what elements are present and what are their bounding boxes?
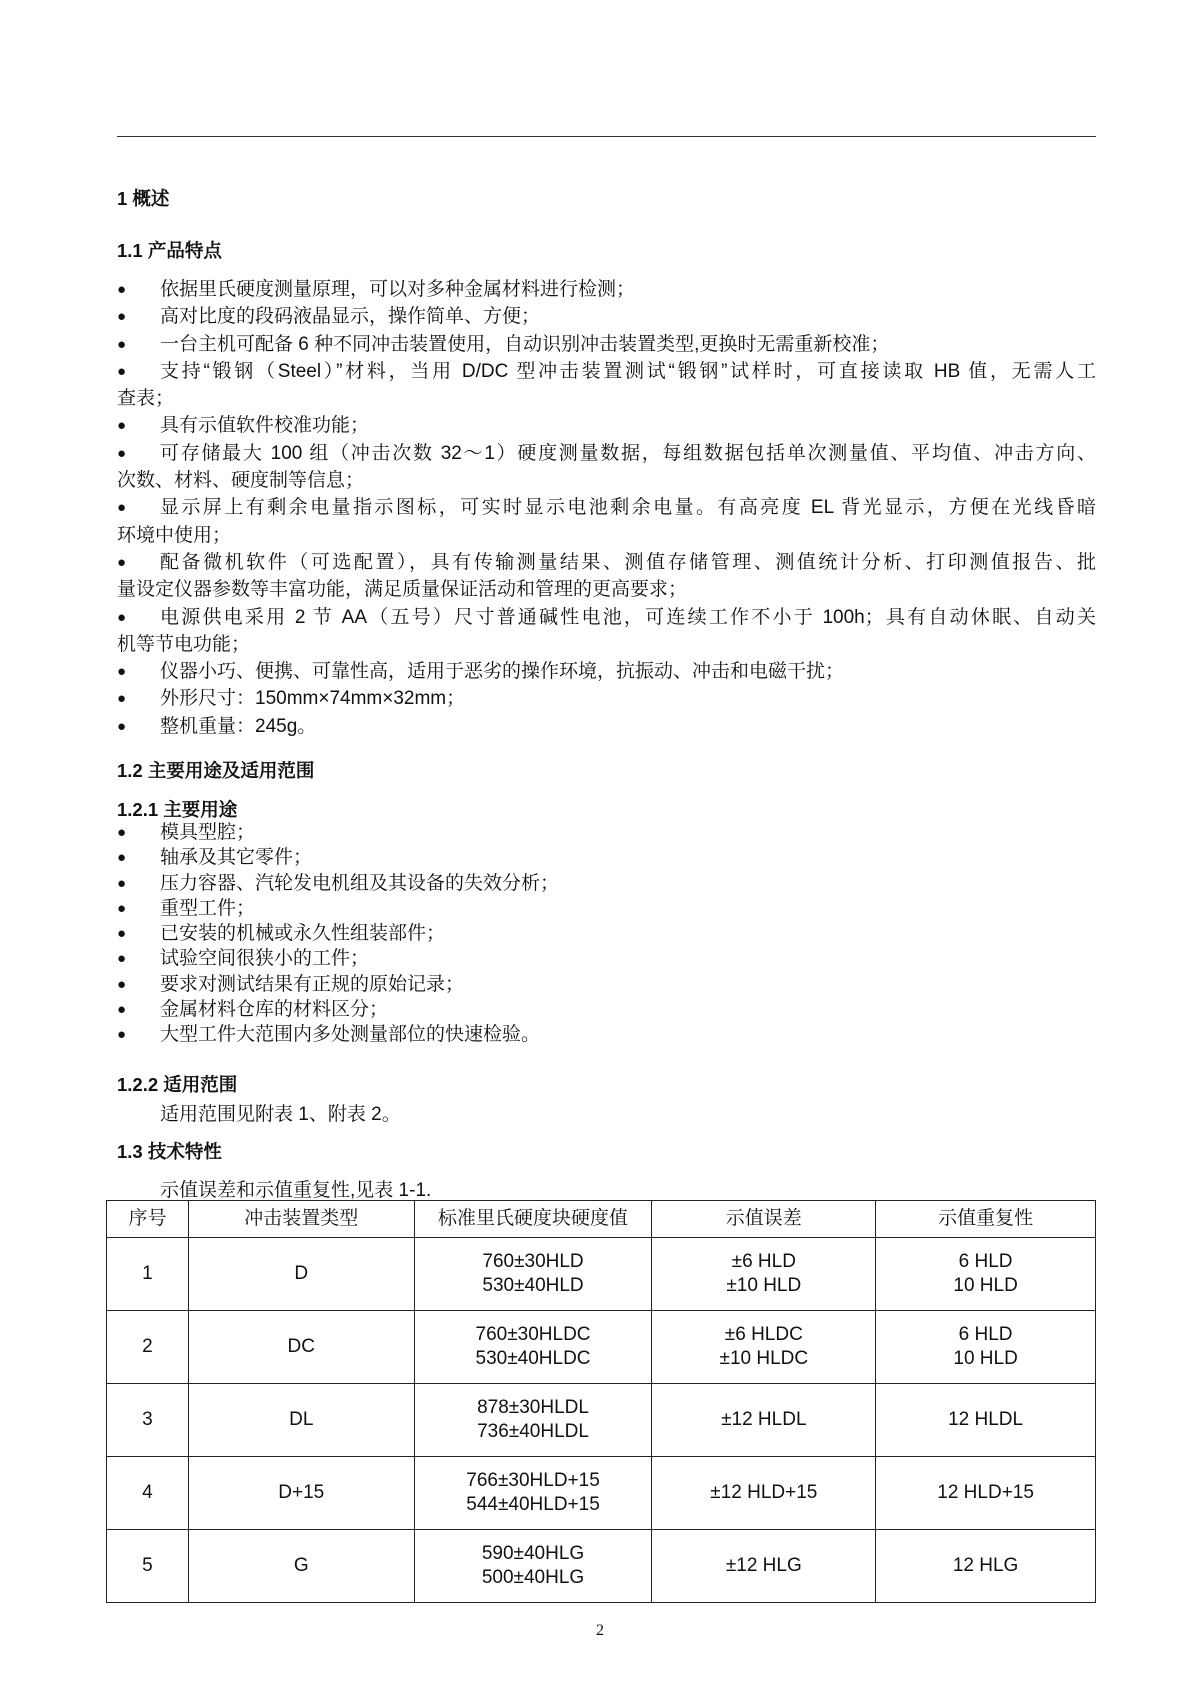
item-text: 轴承及其它零件； — [160, 847, 313, 869]
cell-line: ±12 HLDL — [721, 1409, 807, 1430]
bullet-icon: ● — [117, 1001, 127, 1019]
list-item — [117, 946, 1096, 971]
table-cell: DL — [188, 1384, 414, 1457]
cell-line: 12 HLD+15 — [937, 1482, 1034, 1503]
spec-table — [106, 1200, 1096, 1603]
heading-overview: 1 概述 — [117, 188, 170, 209]
bullet-icon: ● — [117, 1026, 127, 1044]
table-cell: 2 — [107, 1311, 189, 1384]
cell-line: ±6 HLDC — [724, 1324, 803, 1345]
cell-line: 500±40HLG — [481, 1567, 585, 1588]
item-text: 显示屏上有剩余电量指示图标，可实时显示电池剩余电量。有高亮度 EL 背光显示，方便在光线昏暗 — [160, 497, 1096, 519]
bullet-icon: ● — [117, 308, 127, 326]
list-item — [117, 358, 1096, 413]
cell-line: 760±30HLDC — [475, 1324, 591, 1345]
column-header: 示值误差 — [652, 1201, 876, 1238]
cell-line: 10 HLD — [953, 1348, 1018, 1369]
cell-line: 6 HLD — [958, 1251, 1013, 1272]
item-text: 重型工件； — [160, 897, 256, 919]
table-row — [107, 1530, 1096, 1603]
table-cell — [652, 1311, 876, 1384]
cell-line: 12 HLDL — [948, 1409, 1024, 1430]
item-text: 外形尺寸：150mm×74mm×32mm； — [160, 688, 466, 710]
table-row — [107, 1384, 1096, 1457]
cell-line: 6 HLD — [958, 1324, 1013, 1345]
list-item — [117, 658, 1096, 685]
table-header-row — [107, 1201, 1096, 1238]
bullet-icon: ● — [117, 663, 127, 681]
item-text: 机等节电功能； — [117, 633, 251, 655]
table-cell — [876, 1238, 1096, 1311]
table-cell — [652, 1384, 876, 1457]
item-text: 电源供电采用 2 节 AA（五号）尺寸普通碱性电池，可连续工作不小于 100h；具有自动休眠、自动关 — [160, 606, 1096, 628]
list-item — [117, 685, 1096, 712]
list-item — [117, 412, 1096, 439]
table-cell: D — [188, 1238, 414, 1311]
table-row — [107, 1311, 1096, 1384]
scope-text: 适用范围见附表 1、附表 2。 — [160, 1104, 401, 1125]
item-text: 已安装的机械或永久性组装部件； — [160, 923, 446, 945]
item-text: 金属材料仓库的材料区分； — [160, 999, 389, 1021]
table-cell: G — [188, 1530, 414, 1603]
column-header: 冲击装置类型 — [188, 1201, 414, 1238]
table-row — [107, 1457, 1096, 1530]
item-text: 模具型腔； — [160, 822, 256, 843]
cell-line: ±12 HLG — [725, 1555, 802, 1576]
cell-line: ±12 HLD+15 — [710, 1482, 818, 1503]
bullet-icon: ● — [117, 717, 127, 735]
item-text: 高对比度的段码液晶显示，操作简单、方便； — [160, 306, 541, 328]
table-cell: 1 — [107, 1238, 189, 1311]
heading-tech: 1.3 技术特性 — [117, 1141, 222, 1162]
bullet-icon: ● — [117, 608, 127, 626]
bullet-icon: ● — [117, 444, 127, 462]
cell-line: 544±40HLD+15 — [466, 1494, 600, 1515]
cell-line: 530±40HLD — [482, 1275, 584, 1296]
table-cell — [414, 1530, 652, 1603]
cell-line: 10 HLD — [953, 1275, 1018, 1296]
item-text: 依据里氏硬度测量原理，可以对多种金属材料进行检测； — [160, 279, 636, 300]
list-item — [117, 1022, 1096, 1047]
bullet-icon: ● — [117, 553, 127, 571]
item-text: 支持“锻钢（Steel）”材料，当用 D/DC 型冲击装置测试“锻钢”试样时，可直接读取 HB 值，无需人工 — [160, 360, 1096, 382]
table-cell: DC — [188, 1311, 414, 1384]
item-text: 量设定仪器参数等丰富功能，满足质量保证活动和管理的更高要求； — [117, 579, 688, 601]
list-item — [117, 820, 1096, 845]
cell-line: ±10 HLDC — [719, 1348, 809, 1369]
list-item — [117, 604, 1096, 659]
list-item — [117, 331, 1096, 358]
table-cell: D+15 — [188, 1457, 414, 1530]
table-cell — [876, 1530, 1096, 1603]
table-cell — [652, 1530, 876, 1603]
bullet-icon: ● — [117, 499, 127, 517]
cell-line: ±6 HLD — [731, 1251, 796, 1272]
list-item — [117, 997, 1096, 1022]
table-intro: 示值误差和示值重复性,见表 1-1. — [160, 1180, 432, 1201]
cell-line: 760±30HLD — [482, 1251, 584, 1272]
table-cell — [414, 1457, 652, 1530]
page-number: 2 — [596, 1622, 604, 1639]
cell-line: 766±30HLD+15 — [466, 1470, 600, 1491]
table-cell — [414, 1311, 652, 1384]
uses-list — [117, 820, 1096, 1048]
bullet-icon: ● — [117, 824, 127, 841]
item-text: 整机重量：245g。 — [160, 715, 317, 737]
bullet-icon: ● — [117, 849, 127, 867]
table-cell — [414, 1384, 652, 1457]
bullet-icon: ● — [117, 899, 127, 917]
item-text: 大型工件大范围内多处测量部位的快速检验。 — [160, 1024, 541, 1046]
item-text: 次数、材料、硬度制等信息； — [117, 470, 365, 492]
item-text: 可存储最大 100 组（冲击次数 32～1）硬度测量数据，每组数据包括单次测量值、平均值、冲击方向、 — [160, 442, 1096, 464]
column-header: 序号 — [107, 1201, 189, 1238]
item-text: 压力容器、汽轮发电机组及其设备的失效分析； — [160, 872, 560, 894]
bullet-icon: ● — [117, 690, 127, 708]
column-header: 标准里氏硬度块硬度值 — [414, 1201, 652, 1238]
bullet-icon: ● — [117, 950, 127, 968]
list-item — [117, 921, 1096, 946]
heading-features: 1.1 产品特点 — [117, 240, 222, 261]
item-text: 一台主机可配备 6 种不同冲击装置使用，自动识别冲击装置类型,更换时无需重新校准； — [160, 333, 890, 355]
table-cell: 3 — [107, 1384, 189, 1457]
item-text: 要求对测试结果有正规的原始记录； — [160, 973, 465, 995]
cell-line: 12 HLG — [952, 1555, 1019, 1576]
bullet-icon: ● — [117, 874, 127, 892]
cell-line: 878±30HLDL — [477, 1397, 589, 1418]
cell-line: 736±40HLDL — [477, 1421, 589, 1442]
item-text: 具有示值软件校准功能； — [160, 415, 370, 437]
table-row — [107, 1238, 1096, 1311]
table-cell — [876, 1457, 1096, 1530]
table-cell — [652, 1238, 876, 1311]
bullet-icon: ● — [117, 362, 127, 380]
list-item — [117, 276, 1096, 303]
table-cell: 5 — [107, 1530, 189, 1603]
bullet-icon: ● — [117, 335, 127, 353]
features-list — [117, 276, 1096, 740]
list-item — [117, 440, 1096, 495]
heading-scope: 1.2.2 适用范围 — [117, 1074, 238, 1095]
item-text: 仪器小巧、便携、可靠性高，适用于恶劣的操作环境，抗振动、冲击和电磁干扰； — [160, 661, 845, 683]
table-cell — [414, 1238, 652, 1311]
item-text: 环境中使用； — [117, 524, 232, 546]
list-item — [117, 713, 1096, 740]
list-item — [117, 303, 1096, 330]
table-cell — [652, 1457, 876, 1530]
list-item — [117, 972, 1096, 997]
cell-line: 530±40HLDC — [475, 1348, 591, 1369]
bullet-icon: ● — [117, 281, 127, 298]
bullet-icon: ● — [117, 417, 127, 435]
table-cell — [876, 1311, 1096, 1384]
heading-main-uses: 1.2.1 主要用途 — [117, 799, 238, 820]
bullet-icon: ● — [117, 925, 127, 943]
item-text: 查表； — [117, 388, 175, 410]
table-cell — [876, 1384, 1096, 1457]
heading-uses-scope: 1.2 主要用途及适用范围 — [117, 760, 315, 781]
header-rule — [117, 136, 1096, 137]
list-item — [117, 549, 1096, 604]
list-item — [117, 494, 1096, 549]
table-cell: 4 — [107, 1457, 189, 1530]
item-text: 配备微机软件（可选配置），具有传输测量结果、测值存储管理、测值统计分析、打印测值报告、批 — [160, 551, 1096, 573]
bullet-icon: ● — [117, 975, 127, 993]
column-header: 示值重复性 — [876, 1201, 1096, 1238]
list-item — [117, 845, 1096, 870]
cell-line: ±10 HLD — [726, 1275, 802, 1296]
item-text: 试验空间很狭小的工件； — [160, 948, 370, 970]
list-item — [117, 871, 1096, 896]
cell-line: 590±40HLG — [481, 1543, 585, 1564]
list-item — [117, 896, 1096, 921]
